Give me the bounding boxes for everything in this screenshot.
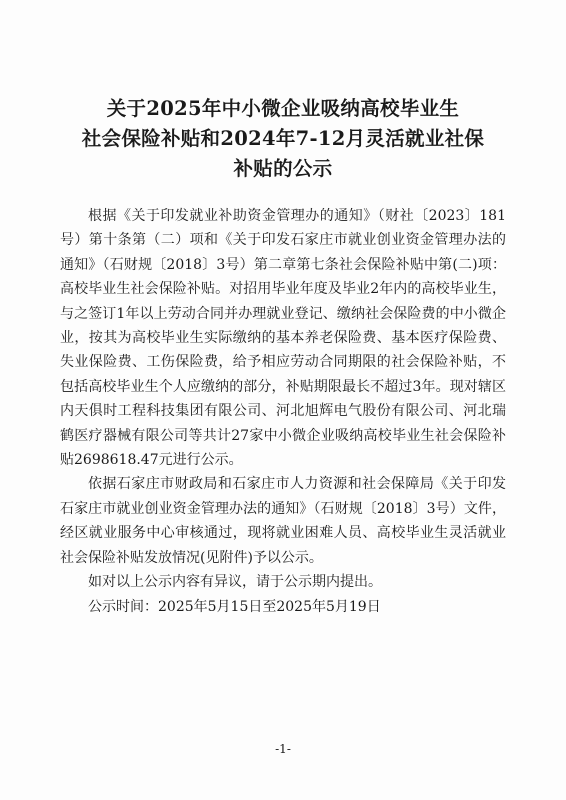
page-number: -1- — [275, 742, 291, 756]
document-body — [60, 204, 506, 619]
paragraph-flexible-employment: 依据石家庄市财政局和石家庄市人力资源和社会保障局《关于印发石家庄市就业创业资金管理办法的通知》（石财规〔2018〕3号）文件，经区就业服务中心审核通过，现将就业困难人员、高校毕业生灵活就业社会保险补贴发放情况(见附件)予以公示。 — [60, 476, 506, 566]
title-line-2: 社会保险补贴和2024年7-12月灵活就业社保 — [81, 127, 485, 150]
paragraph-objection-notice: 如对以上公示内容有异议，请于公示期内提出。 — [88, 574, 382, 591]
paragraph-policy-basis: 根据《关于印发就业补助资金管理办的通知》（财社〔2023〕181号）第十条第（二）项和《关于印发石家庄市就业创业资金管理办法的通知》（石财规〔2018〕3号）第二章第七条社会保险补贴中第(二)项：高校毕业生社会保险补贴。对招用毕业年度及毕业2年内的高校毕业生，与之签订1年以上劳动合同并办理就业登记、缴纳社会保险费的中小微企业，按其为高校毕业生实际缴纳的基本养老保险费、基本医疗保险费、失业保险费、工伤保险费，给予相应劳动合同期限的社会保险补贴，不包括高校毕业生个人应缴纳的部分，补贴期限最长不超过3年。现对辖区内天俱时工程科技集团有限公司、河北旭辉电气股份有限公司、河北瑞鹤医疗器械有限公司等共计27家中小微企业吸纳高校毕业生社会保险补贴2698618.47元进行公示。 — [60, 208, 506, 469]
document-title — [60, 94, 506, 184]
paragraph-publication-period: 公示时间：2025年5月15日至2025年5月19日 — [88, 598, 381, 615]
title-line-1: 关于2025年中小微企业吸纳高校毕业生 — [106, 97, 460, 120]
title-line-3: 补贴的公示 — [233, 157, 333, 180]
